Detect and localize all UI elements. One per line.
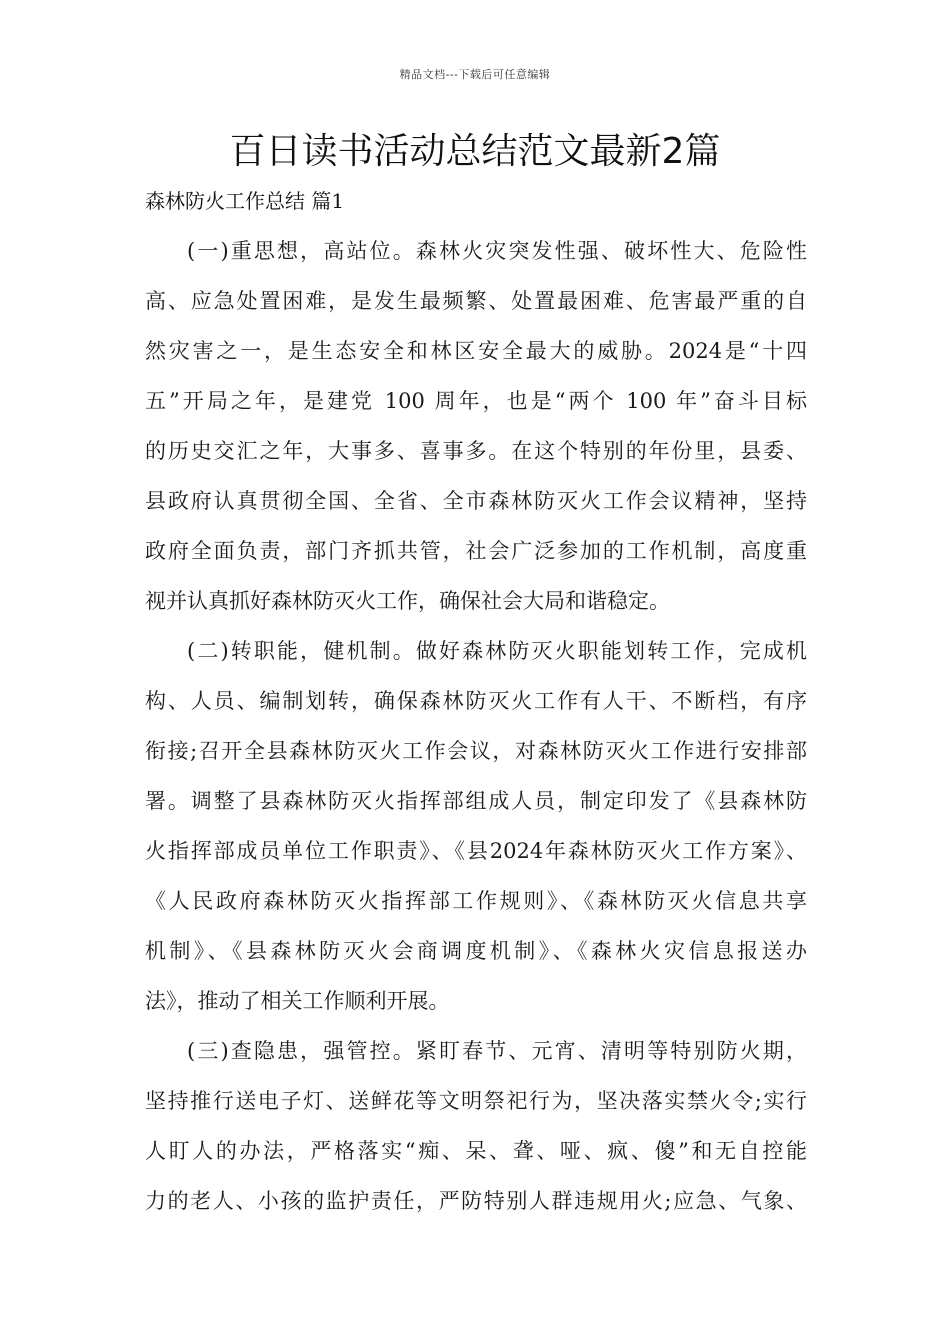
text-line: 五”开局之年，是建党 100 周年，也是“两个 100 年”奋斗目标	[145, 389, 807, 413]
paragraph	[145, 1032, 807, 1232]
text-line: 构、人员、编制划转，确保森林防灭火工作有人干、不断档，有序	[145, 689, 807, 713]
text-line: 《人民政府森林防灭火指挥部工作规则》、《森林防灭火信息共享	[145, 889, 807, 913]
text-line: 力的老人、小孩的监护责任，严防特别人群违规用火;应急、气象、	[145, 1189, 807, 1213]
text-line: 视并认真抓好森林防灭火工作，确保社会大局和谐稳定。	[145, 589, 670, 613]
document-title: 百日读书活动总结范文最新2篇	[229, 131, 721, 172]
text-line: 然灾害之一，是生态安全和林区安全最大的威胁。2024是“十四	[145, 339, 807, 363]
text-line: 机制》、《县森林防灭火会商调度机制》、《森林火灾信息报送办	[145, 939, 807, 963]
text-line: 人盯人的办法，严格落实“痴、呆、聋、哑、疯、傻”和无自控能	[145, 1139, 807, 1163]
text-line: (二)转职能，健机制。做好森林防灭火职能划转工作，完成机	[187, 639, 807, 663]
text-line: 高、应急处置困难，是发生最频繁、处置最困难、危害最严重的自	[145, 289, 807, 313]
text-line: 署。调整了县森林防灭火指挥部组成人员，制定印发了《县森林防	[145, 789, 807, 813]
body-text	[145, 232, 807, 1232]
text-line: 坚持推行送电子灯、送鲜花等文明祭祀行为，坚决落实禁火令;实行	[145, 1089, 807, 1113]
header-note: 精品文档---下载后可任意编辑	[399, 68, 551, 81]
paragraph	[145, 232, 807, 632]
text-line: 的历史交汇之年，大事多、喜事多。在这个特别的年份里，县委、	[145, 439, 807, 463]
paragraph	[145, 632, 807, 1032]
text-line: (三)查隐患，强管控。紧盯春节、元宵、清明等特别防火期，	[187, 1039, 807, 1063]
text-line: (一)重思想，高站位。森林火灾突发性强、破坏性大、危险性	[187, 239, 807, 263]
text-line: 衔接;召开全县森林防灭火工作会议，对森林防灭火工作进行安排部	[145, 739, 807, 763]
text-line: 县政府认真贯彻全国、全省、全市森林防灭火工作会议精神，坚持	[145, 489, 807, 513]
text-line: 法》，推动了相关工作顺利开展。	[145, 989, 450, 1013]
text-line: 政府全面负责，部门齐抓共管，社会广泛参加的工作机制，高度重	[145, 539, 807, 563]
section-heading: 森林防火工作总结 篇1	[145, 189, 345, 213]
text-line: 火指挥部成员单位工作职责》、《县2024年森林防灭火工作方案》、	[145, 839, 807, 863]
